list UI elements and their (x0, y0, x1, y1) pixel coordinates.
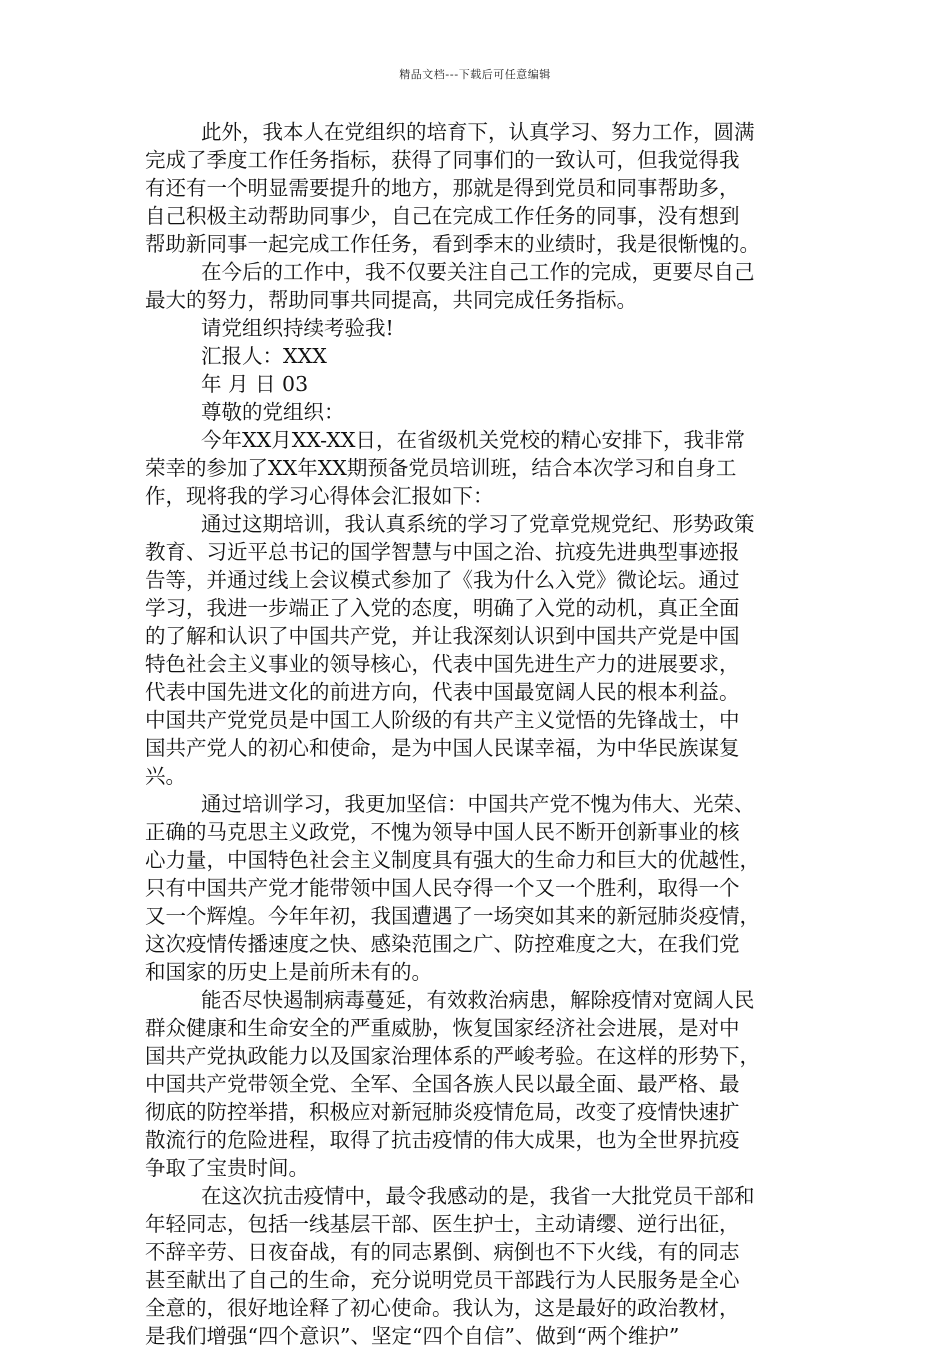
text-line: 国共产党人的初心和使命，是为中国人民谋幸福，为中华民族谋复 (145, 736, 740, 760)
text-line: 中国共产党党员是中国工人阶级的有共产主义觉悟的先锋战士，中 (145, 708, 740, 732)
text-line: 学习，我进一步端正了入党的态度，明确了入党的动机，真正全面 (145, 596, 740, 620)
text-line: 代表中国先进文化的前进方向，代表中国最宽阔人民的根本利益。 (145, 680, 740, 704)
text-line: 心力量，中国特色社会主义制度具有强大的生命力和巨大的优越性， (145, 848, 760, 872)
text-line: 最大的努力，帮助同事共同提高，共同完成任务指标。 (145, 288, 637, 312)
text-line: 完成了季度工作任务指标，获得了同事们的一致认可，但我觉得我 (145, 148, 740, 172)
text-line: 能否尽快遏制病毒蔓延，有效救治病患，解除疫情对宽阔人民 (201, 988, 755, 1012)
text-line: 中国共产党带领全党、全军、全国各族人民以最全面、最严格、最 (145, 1072, 740, 1096)
text-line: 和国家的历史上是前所未有的。 (145, 960, 432, 984)
text-line: 自己积极主动帮助同事少，自己在完成工作任务的同事，没有想到 (145, 204, 740, 228)
text-line: 全意的，很好地诠释了初心使命。我认为，这是最好的政治教材， (145, 1296, 740, 1320)
text-line: 汇报人：XXX (201, 344, 327, 368)
text-line: 特色社会主义事业的领导核心，代表中国先进生产力的进展要求， (145, 652, 740, 676)
text-line: 通过这期培训，我认真系统的学习了党章党规党纪、形势政策 (201, 512, 755, 536)
text-line: 是我们增强“四个意识”、坚定“四个自信”、做到“两个维护” (145, 1324, 680, 1348)
page-header: 精品文档---下载后可任意编辑 (399, 68, 551, 81)
text-line: 群众健康和生命安全的严重威胁，恢复国家经济社会进展，是对中 (145, 1016, 740, 1040)
text-line: 不辞辛劳、日夜奋战，有的同志累倒、病倒也不下火线，有的同志 (145, 1240, 740, 1264)
text-line: 通过培训学习，我更加坚信：中国共产党不愧为伟大、光荣、 (201, 792, 755, 816)
text-line: 作，现将我的学习心得体会汇报如下： (145, 484, 494, 508)
text-line: 国共产党执政能力以及国家治理体系的严峻考验。在这样的形势下， (145, 1044, 760, 1068)
text-line: 正确的马克思主义政党，不愧为领导中国人民不断开创新事业的核 (145, 820, 740, 844)
text-line: 彻底的防控举措，积极应对新冠肺炎疫情危局，改变了疫情快速扩 (145, 1100, 740, 1124)
text-line: 今年XX月XX-XX日，在省级机关党校的精心安排下，我非常 (201, 428, 746, 452)
text-line: 争取了宝贵时间。 (145, 1156, 309, 1180)
text-line: 在今后的工作中，我不仅要关注自己工作的完成，更要尽自己 (201, 260, 755, 284)
text-line: 散流行的危险进程，取得了抗击疫情的伟大成果，也为全世界抗疫 (145, 1128, 740, 1152)
text-line: 在这次抗击疫情中，最令我感动的是，我省一大批党员干部和 (201, 1184, 755, 1208)
text-line: 又一个辉煌。今年年初，我国遭遇了一场突如其来的新冠肺炎疫情， (145, 904, 760, 928)
text-line: 教育、习近平总书记的国学智慧与中国之治、抗疫先进典型事迹报 (145, 540, 740, 564)
text-line: 兴。 (145, 764, 186, 788)
text-line: 此外，我本人在党组织的培育下，认真学习、努力工作，圆满 (201, 120, 755, 144)
document-body (145, 118, 810, 1350)
text-line: 有还有一个明显需要提升的地方，那就是得到党员和同事帮助多， (145, 176, 740, 200)
text-line: 这次疫情传播速度之快、感染范围之广、防控难度之大，在我们党 (145, 932, 740, 956)
text-line: 帮助新同事一起完成工作任务，看到季末的业绩时，我是很惭愧的。 (145, 232, 760, 256)
text-line: 年 月 日 03 (201, 372, 309, 396)
text-line: 年轻同志，包括一线基层干部、医生护士，主动请缨、逆行出征， (145, 1212, 740, 1236)
text-line: 荣幸的参加了XX年XX期预备党员培训班，结合本次学习和自身工 (145, 456, 737, 480)
text-line: 只有中国共产党才能带领中国人民夺得一个又一个胜利，取得一个 (145, 876, 740, 900)
text-line: 告等，并通过线上会议模式参加了《我为什么入党》微论坛。通过 (145, 568, 740, 592)
text-line: 尊敬的党组织： (201, 400, 345, 424)
text-line: 的了解和认识了中国共产党，并让我深刻认识到中国共产党是中国 (145, 624, 740, 648)
text-line: 甚至献出了自己的生命，充分说明党员干部践行为人民服务是全心 (145, 1268, 740, 1292)
text-line: 请党组织持续考验我! (201, 316, 394, 340)
